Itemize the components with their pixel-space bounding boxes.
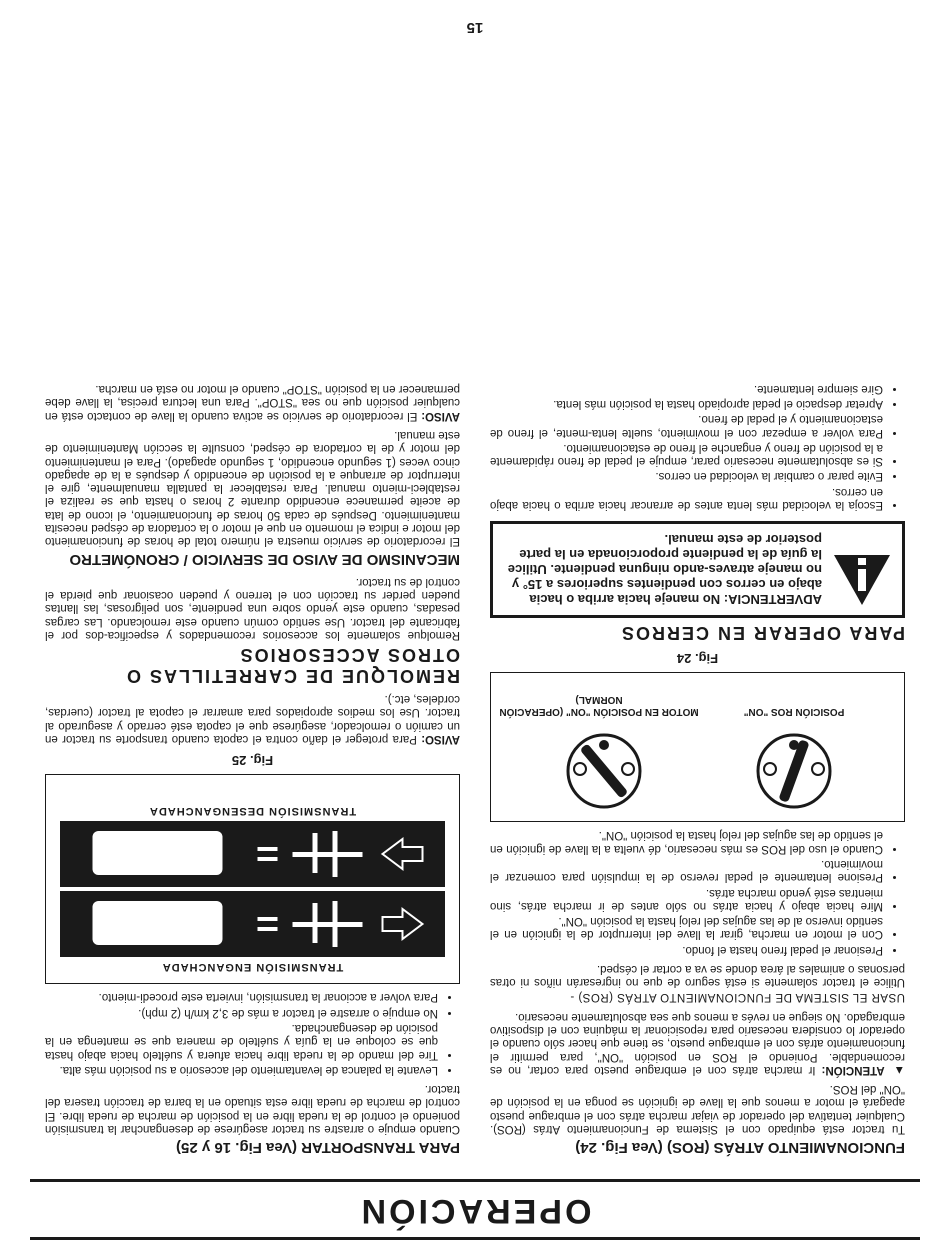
- aviso-lead: AVISO:: [421, 733, 460, 746]
- towing-heading: REMOLQUE DE CARRETILLAS O OTROS ACCESORIOS: [124, 644, 460, 686]
- list-item: • Escoja la velocidad más lenta antes de arrancar hacia arriba o hacia abajo en cerros.: [490, 484, 883, 511]
- caution-text: Ir marcha atrás con el embrague puesto para cortar, no es recomendable. Poniendo el ROS en posición "ON", para permitir el funcionamiento atrás con el embrague puesto, se tiene que hacer sólo cuando el operador lo considera necesario para reposicionar la máquina con el dispositivo embragado. No siegue en revés a menos que sea absolutamente necesario.: [490, 1010, 905, 1076]
- list-item: • Presione lentamente el pedal reverso de la impulsión para comenzar el movimiento.: [490, 857, 883, 884]
- list-item: • Para volver a accionar la transmisión, invierta este procedi-miento.: [45, 990, 438, 1003]
- list-item: • Presionar el pedal freno hasta el fondo.: [490, 942, 883, 955]
- list-item: • Levante la palanca de levantamiento del accesorio a su posición más alta.: [45, 1063, 438, 1076]
- list-item: • Cuando el uso del ROS es más necesario, dé vuelta a la llave de ignición en el sentido de las agujas del reloj hasta la posición "ON".: [490, 828, 883, 855]
- list-item: • Gire siempre lentamente.: [490, 381, 883, 394]
- fig25-label: Fig. 25: [231, 753, 274, 769]
- list-item: • Tire del mando de la rueda libre hacia afuera y suéltelo hacia abajo hasta que se coloque en la guía y suéltelo de manera que se mantenga en la posición de desenganchada.: [45, 1021, 438, 1061]
- service-aviso-text: El recordatorio de servicio se activa cuando la llave de contacto está en cualquier posición que no sea "STOP". Para una lectura precisa, la llave debe permanecer en la posición "STOP" cuando el motor no está en marcha.: [45, 383, 460, 422]
- ignition-dial-run-icon: [564, 731, 644, 811]
- figure-25: [45, 774, 460, 984]
- hills-heading: PARA OPERAR EN CERROS: [619, 623, 905, 644]
- figure-24: [490, 672, 905, 822]
- aviso-text: Para proteger el daño contra el capota cuando transporte su tractor en un camión o remolcador, asegúrese que el capota esté cerrado y asegurado al tractor. Use los medios apropiados para amarrar el capota al tractor (cuerdas, cordeles, etc.).: [45, 693, 460, 746]
- page-title: OPERACIÓN: [358, 1192, 592, 1230]
- transmission-engaged-icon: [60, 891, 445, 957]
- warning-text: ADVERTENCIA: No maneje hacia arriba o hacia abajo en cerros con pendientes superiores a 15° y no maneje atraves-ando ninguna pendiente. Utilice la guía de la pendiente proporcionada en la parte posterior de este manual.: [507, 532, 822, 608]
- ros-steps: [490, 828, 905, 956]
- warning-icon: [832, 553, 892, 607]
- service-text: El recordatorio de servicio muestra el número total de horas de funcionamiento del motor e indica el momento en que el motor o la cortadora de césped necesita mantenimiento. Después de cada 50 horas de funcionamiento, el icono de lata de aceite permanece encendido durante 2 horas o hasta que se realiza el restableci-miento manual. Para restablecer la pantalla manualmente, gire el interruptor de arranque a la posición de encendido y después a la de apagado cinco veces (1 segundo encendido, 1 segundo apagado). Para el mantenimiento del motor y de la cortadora de césped, consulte la sección Mantenimiento de este manual.: [45, 428, 460, 548]
- engaged-diagram: [60, 891, 445, 957]
- page-number: 15: [466, 19, 484, 36]
- disengaged-diagram: [60, 821, 445, 887]
- hills-list: [490, 381, 905, 511]
- title-rule: [30, 1179, 920, 1182]
- transport-intro: Cuando empuje o arrastre su tractor asegúrese de desenganchar la transmisión poniendo el control de la rueda libre en la posición de marcha de rueda libre. El control de marcha de rueda libre esta situado en la barra de tracción trasera del tractor.: [45, 1083, 460, 1135]
- list-item: • Para volver a empezar con el movimiento, suelte lenta-mente, el freno de estacionamiento y el pedal de freno.: [490, 412, 883, 439]
- transport-list: [45, 990, 460, 1076]
- fig24-ros-caption: POSICIÓN ROS "ON": [743, 706, 845, 718]
- list-item: • No empuje o arrastre el tractor a más de 3,2 km/h (2 mph).: [45, 1005, 438, 1018]
- service-aviso: [45, 382, 460, 422]
- ros-caution: [490, 1009, 905, 1075]
- disengaged-label: TRANSMISIÓN DESENGANCHADA: [148, 805, 357, 818]
- list-item: • Con el motor en marcha, girar la llave del interruptor de la ignición en el sentido inverso al de las agujas del reloj hasta la posición "ON".: [490, 914, 883, 941]
- top-rule: [30, 1237, 920, 1240]
- hills-warning: [490, 521, 905, 618]
- transport-heading: PARA TRANSPORTAR (Vea Fig. 16 y 25): [176, 1139, 460, 1156]
- caution-lead: ATENCIÓN:: [821, 1063, 885, 1076]
- fig24-run-caption: MOTOR EN POSICIÓN "ON" (OPERACIÓN NORMAL): [499, 694, 699, 718]
- ros-use-intro: Utilice el tractor solamente si está seguro de que no ingresarán niños ni otras personas o animales al área donde se va a cortar el césped.: [490, 963, 905, 989]
- left-column: [490, 375, 905, 1156]
- service-aviso-lead: AVISO:: [421, 409, 460, 422]
- list-item: • Evite parar o cambiar la velocidad en cerros.: [490, 469, 883, 482]
- list-item: • Apretar despacio el pedal apropiado hasta la posición más lenta.: [490, 397, 883, 410]
- ignition-dial-ros-icon: [754, 731, 834, 811]
- towing-text: Remolque solamente los accesorios recomendados y especifica-dos por el fabricante del tractor. Use sentido común cuando este remolcando. Las cargas pesadas, cuando este yendo sobre una pendiente, son peligrosas, las llantas pueden perder su tracción con el terreno y pueden ocasionar que pierda el control de su tractor.: [45, 575, 460, 641]
- ros-intro: Tu tractor está equipado con el Sistema de Funcionamiento Atrás (ROS). Cualquier tentativa del operador de viajar marcha atrás con el embrague puesto apagará el motor a menos que la llave de ignición se ponga en la posición de "ON" del ROS.: [490, 1083, 905, 1135]
- list-item: • Si es absolutamente necesario parar, empuje el pedal de freno rápidamente a la posición de freno y enganche el freno de estacionamiento.: [490, 441, 883, 468]
- service-heading: MECANISMO DE AVISO DE SERVICIO / CRONÓMETRO: [69, 551, 460, 569]
- ros-use-heading: USAR EL SISTEMA DE FUNCIONAMIENTO ATRÁS (ROS) -: [569, 991, 905, 1004]
- caution-icon: ▲: [890, 1063, 905, 1076]
- transmission-disengaged-icon: [60, 821, 445, 887]
- fig24-label: Fig. 24: [676, 651, 719, 667]
- transport-aviso: [45, 692, 460, 745]
- right-column: [45, 376, 460, 1156]
- list-item: • Mire hacia abajo y hacia atrás no sólo antes de ir marcha atrás, sino mientras esté yendo marcha atrás.: [490, 885, 883, 912]
- ros-heading: FUNCIONAMIENTO ATRÁS (ROS) (Vea Fig. 24): [575, 1139, 905, 1156]
- engaged-label: TRANSMISIÓN ENGANCHADA: [161, 961, 344, 974]
